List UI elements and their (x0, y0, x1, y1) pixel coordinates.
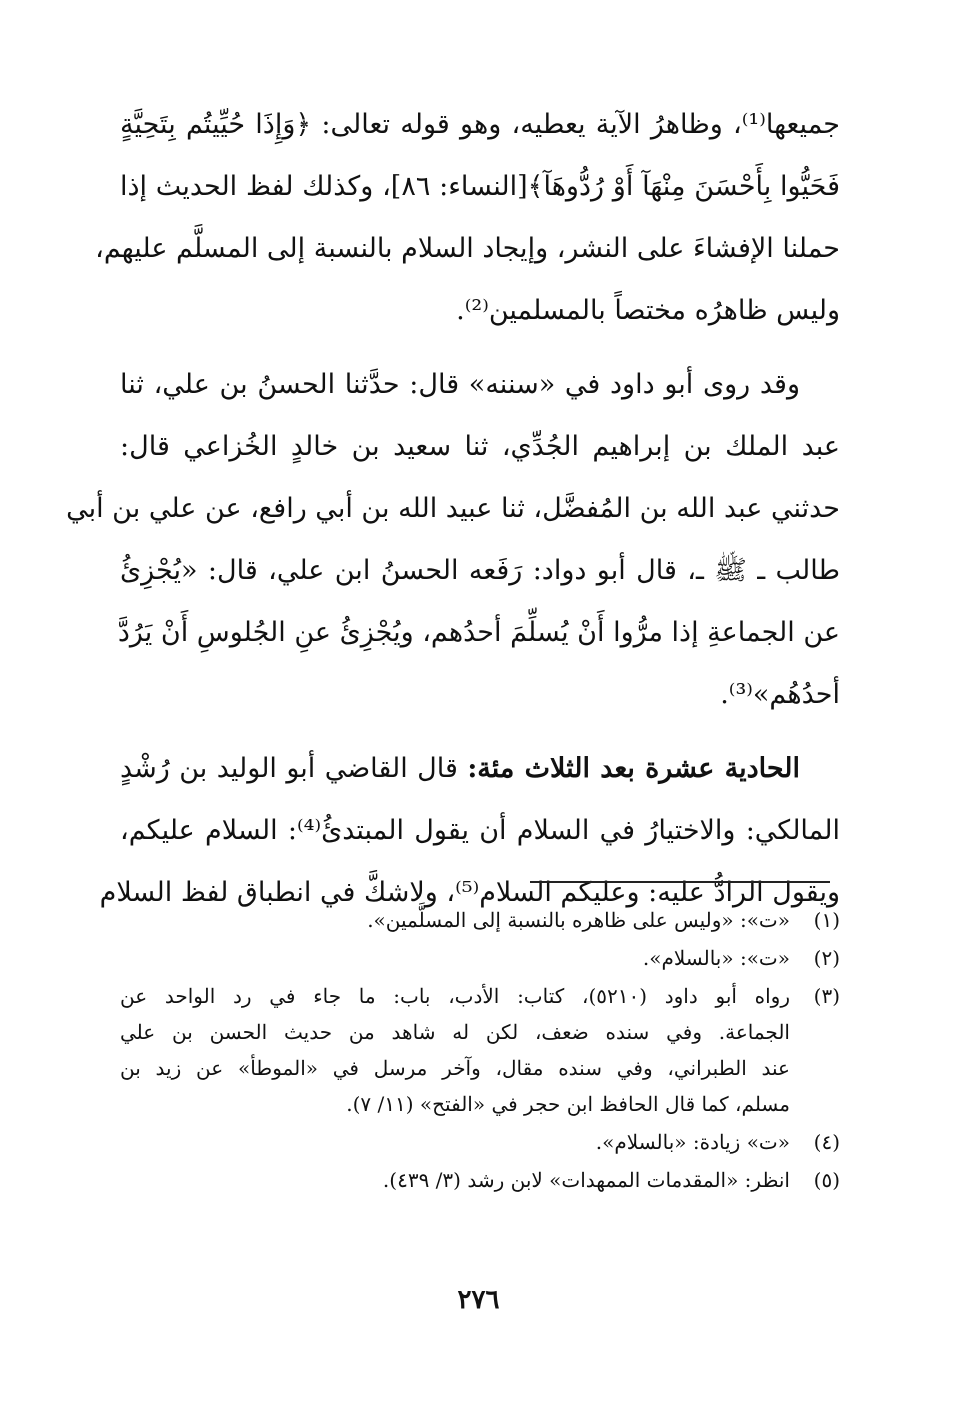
footnote-text: «ت» زيادة: «بالسلام». (595, 1130, 790, 1154)
footnote-number: (٤) (813, 1130, 840, 1154)
footnote-text: عند الطبراني، وفي سنده مقال، وآخر مرسل في «الموطأ» عن زيد بن (120, 1056, 790, 1080)
text-line: ويقول الرادُّ عليه: وعليكم السلام⁽⁵⁾، ولاشكَّ في انطباق لفظ السلام (99, 877, 840, 908)
page-number: ٢٧٦ (457, 1285, 500, 1315)
text-line: عن الجماعةِ إذا مرُّوا أَنْ يُسلِّمَ أحدُهم، ويُجْزِئُ عنِ الجُلوسِ أَنْ يَرُدَّ (117, 617, 840, 648)
footnote-number: (٥) (813, 1168, 840, 1192)
text-line (120, 738, 840, 800)
footnote-2 (120, 940, 840, 976)
footnote-5 (120, 1162, 840, 1198)
footnote-number: (٣) (813, 984, 840, 1008)
footnote-1 (120, 902, 840, 938)
text-line: فَحَيُّوا بِأَحْسَنَ مِنْهَآ أَوْ رُدُّوهَآ﴾[النساء: ٨٦]، وكذلك لفظ الحديث إذا (120, 171, 840, 202)
text-line: حدثني عبد الله بن المُفضَّل، ثنا عبيد الله بن أبي رافع، عن علي بن أبي (66, 493, 840, 524)
text-line: طالب ـ ﷺ ـ، قال أبو دواد: رَفَعه الحسنُ ابن علي، قال: «يُجْزِئُ (120, 555, 840, 586)
paragraph-3 (99, 738, 840, 924)
footnote-3 (120, 978, 840, 1122)
footnote-divider (530, 881, 830, 883)
paragraph-2 (66, 354, 840, 726)
paragraph-1 (95, 94, 840, 342)
text-line: جميعها⁽¹⁾، وظاهرُ الآية يعطيه، وهو قوله تعالى: ﴿وَإِذَا حُيِّيتُم بِتَحِيَّةٍ (120, 109, 840, 140)
text-line: حملنا الإفشاءَ على النشر، وإيجاد السلام بالنسبة إلى المسلَّم عليهم، (95, 233, 840, 264)
text-line: المالكي: والاختيارُ في السلام أن يقول المبتدئُ⁽⁴⁾: السلام عليكم، (120, 815, 840, 846)
footnote-text: الجماعة. وفي سنده ضعف، لكن له شاهد من حديث الحسن بن علي (120, 1020, 790, 1044)
text-line: وليس ظاهرُه مختصاً بالمسلمين⁽²⁾. (456, 295, 840, 326)
footnote-text: مسلم، كما قال الحافظ ابن حجر في «الفتح» (١١/ ٧). (346, 1092, 790, 1116)
footnote-text: «ت»: «بالسلام». (642, 946, 790, 970)
footnote-text: رواه أبو داود (٥٢١٠)، كتاب: الأدب، باب: ما جاء في رد الواحد عن (120, 984, 790, 1008)
text-line: أحدُهُم»⁽³⁾. (720, 679, 840, 710)
text-line: عبد الملك بن إبراهيم الجُدِّي، ثنا سعيد بن خالدٍ الخُزاعي قال: (120, 431, 840, 462)
footnote-text: «ت»: «وليس على ظاهره بالنسبة إلى المسلَّمين». (367, 908, 790, 932)
footnote-4 (120, 1124, 840, 1160)
footnote-number: (٢) (813, 946, 840, 970)
section-heading: الحادية عشرة بعد الثلاث مئة: (467, 753, 800, 784)
footnote-number: (١) (813, 908, 840, 932)
footnotes (120, 902, 840, 1200)
text-fragment: قال القاضي أبو الوليد بن رُشْدٍ (120, 753, 468, 784)
text-line: وقد روى أبو داود في «سننه» قال: حدَّثنا الحسنُ بن علي، ثنا (120, 369, 800, 400)
main-text (66, 94, 840, 924)
footnote-text: انظر: «المقدمات الممهدات» لابن رشد (٣/ ٤٣٩). (382, 1168, 790, 1192)
